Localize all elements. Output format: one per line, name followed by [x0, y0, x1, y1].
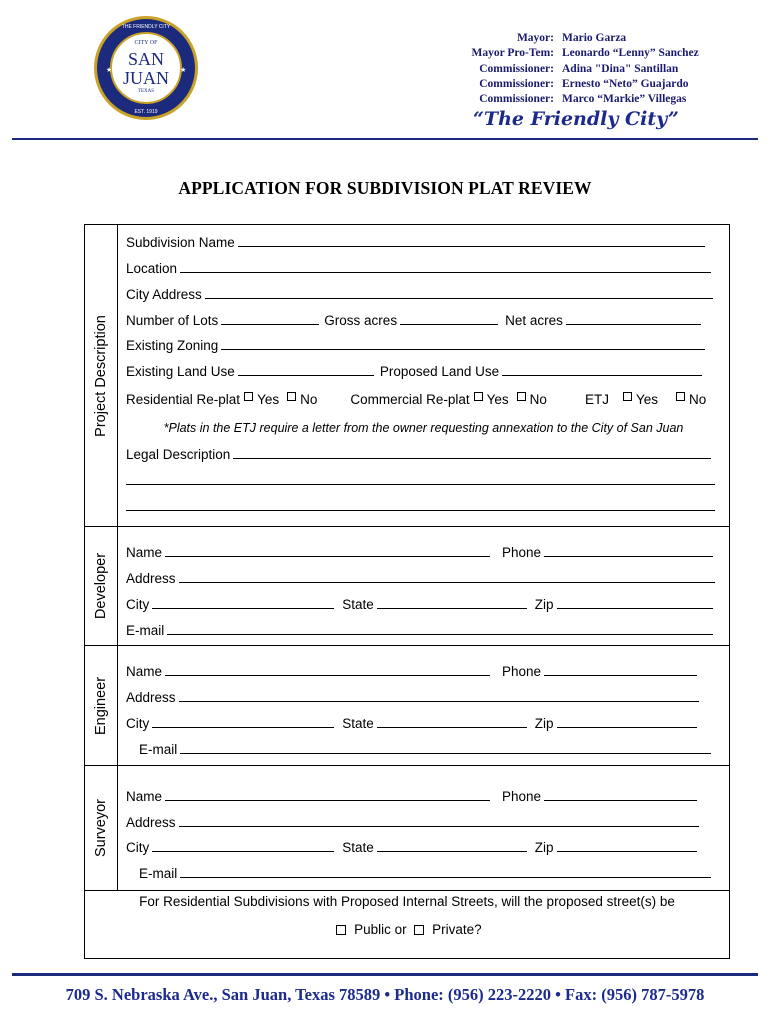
number-of-lots-label: Number of Lots	[126, 313, 219, 328]
official-role: Commissioner:	[479, 62, 554, 75]
developer-phone-label: Phone	[502, 545, 542, 560]
official-name: Adina "Dina" Santillan	[562, 62, 679, 75]
developer-state-blank[interactable]	[377, 608, 527, 609]
existing-land-use-blank[interactable]	[238, 375, 374, 376]
header-divider	[12, 138, 758, 140]
surveyor-address-label: Address	[126, 815, 176, 830]
commercial-replat-no-label: No	[529, 392, 547, 407]
engineer-address-blank[interactable]	[179, 701, 699, 702]
existing-zoning-blank[interactable]	[221, 349, 705, 350]
surveyor-state-blank[interactable]	[377, 851, 527, 852]
surveyor-email-blank[interactable]	[180, 877, 711, 878]
developer-address-field[interactable]	[126, 568, 715, 586]
svg-text:★: ★	[106, 67, 113, 74]
official-role: Mayor:	[516, 32, 554, 44]
gross-acres-label: Gross acres	[324, 313, 398, 328]
proposed-land-use-label: Proposed Land Use	[379, 364, 500, 379]
etj-no-label: No	[688, 392, 707, 407]
developer-zip-blank[interactable]	[557, 608, 713, 609]
official-row	[455, 62, 699, 77]
official-row	[455, 46, 699, 61]
city-address-label: City Address	[126, 287, 202, 302]
developer-email-field[interactable]	[126, 620, 713, 638]
engineer-address-field[interactable]	[126, 687, 699, 705]
svg-text:THE FRIENDLY CITY: THE FRIENDLY CITY	[121, 24, 171, 30]
svg-text:★: ★	[180, 67, 187, 74]
official-name: Ernesto “Neto” Guajardo	[562, 77, 689, 90]
developer-section	[85, 527, 729, 646]
engineer-phone-label: Phone	[502, 664, 542, 679]
location-blank[interactable]	[180, 272, 711, 273]
developer-email-label: E-mail	[126, 623, 165, 638]
existing-zoning-label: Existing Zoning	[126, 338, 219, 353]
svg-text:JUAN: JUAN	[122, 68, 170, 88]
engineer-city-blank[interactable]	[152, 727, 334, 728]
developer-name-phone-row	[126, 542, 713, 560]
engineer-email-label: E-mail	[139, 742, 178, 757]
etj-label: ETJ	[584, 392, 609, 407]
streets-question: For Residential Subdivisions with Proposed Internal Streets, will the proposed street(s) be	[139, 894, 675, 909]
section-label-column	[85, 225, 118, 526]
developer-name-label: Name	[126, 545, 163, 560]
surveyor-label: Surveyor	[93, 798, 109, 858]
official-role: Mayor Pro-Tem:	[471, 47, 554, 60]
private-street-label: Private?	[432, 922, 482, 937]
net-acres-label: Net acres	[505, 313, 563, 328]
engineer-label: Engineer	[93, 676, 109, 735]
engineer-city-label: City	[126, 716, 150, 731]
gross-acres-blank[interactable]	[400, 324, 498, 325]
project-description-section	[85, 225, 729, 527]
developer-address-blank[interactable]	[179, 582, 715, 583]
application-form	[84, 224, 730, 959]
section-label-column	[85, 766, 118, 890]
surveyor-state-label: State	[342, 840, 374, 855]
city-motto: “The Friendly City”	[473, 108, 679, 130]
legal-description-line-2[interactable]	[126, 484, 715, 485]
public-street-label: Public or	[354, 922, 407, 937]
city-seal-logo	[92, 14, 200, 122]
engineer-zip-label: Zip	[534, 716, 554, 731]
residential-replat-no-checkbox[interactable]	[287, 392, 296, 401]
residential-replat-yes-label: Yes	[257, 392, 280, 407]
svg-text:SAN: SAN	[127, 49, 165, 69]
official-role: Commissioner:	[479, 77, 554, 90]
location-field[interactable]	[126, 258, 711, 276]
location-label: Location	[126, 261, 178, 276]
replat-options-row	[126, 392, 715, 407]
developer-city-label: City	[126, 597, 150, 612]
residential-replat-label: Residential Re-plat	[126, 392, 241, 407]
form-title: APPLICATION FOR SUBDIVISION PLAT REVIEW	[178, 178, 592, 198]
engineer-phone-blank[interactable]	[544, 675, 697, 676]
etj-annexation-note: *Plats in the ETJ require a letter from the owner requesting annexation to the City of San Juan	[163, 421, 684, 435]
surveyor-name-blank[interactable]	[165, 800, 490, 801]
surveyor-email-label: E-mail	[139, 866, 178, 881]
land-use-row	[126, 361, 702, 379]
engineer-fields	[118, 646, 729, 765]
svg-text:TEXAS: TEXAS	[137, 89, 155, 94]
etj-yes-label: Yes	[635, 392, 658, 407]
surveyor-name-phone-row	[126, 786, 697, 804]
engineer-email-field[interactable]	[139, 739, 711, 757]
subdivision-name-blank[interactable]	[238, 246, 705, 247]
engineer-state-blank[interactable]	[377, 727, 527, 728]
footer-divider	[12, 973, 758, 976]
existing-zoning-field[interactable]	[126, 335, 705, 353]
subdivision-name-field[interactable]	[126, 232, 705, 250]
engineer-city-state-zip-row	[126, 713, 697, 731]
developer-address-label: Address	[126, 571, 176, 586]
legal-description-line-3[interactable]	[126, 510, 715, 511]
developer-zip-label: Zip	[534, 597, 554, 612]
engineer-state-label: State	[342, 716, 374, 731]
number-of-lots-blank[interactable]	[221, 324, 319, 325]
legal-description-blank[interactable]	[233, 458, 711, 459]
surveyor-email-field[interactable]	[139, 863, 711, 881]
official-name: Leonardo “Lenny” Sanchez	[562, 47, 699, 60]
residential-replat-no-label: No	[300, 392, 318, 407]
svg-text:CITY OF: CITY OF	[134, 40, 158, 46]
surveyor-address-field[interactable]	[126, 812, 699, 830]
developer-state-label: State	[342, 597, 374, 612]
surveyor-zip-label: Zip	[534, 840, 554, 855]
etj-no-checkbox[interactable]	[676, 392, 685, 401]
commercial-replat-label: Commercial Re-plat	[350, 392, 470, 407]
official-row	[455, 92, 699, 107]
developer-email-blank[interactable]	[167, 634, 713, 635]
engineer-email-blank[interactable]	[180, 753, 711, 754]
legal-description-field[interactable]	[126, 444, 711, 462]
engineer-zip-blank[interactable]	[557, 727, 697, 728]
footer-contact-address: 709 S. Nebraska Ave., San Juan, Texas 78589 • Phone: (956) 223-2220 • Fax: (956) 787-5978	[65, 985, 705, 1004]
developer-phone-blank[interactable]	[544, 556, 713, 557]
developer-city-state-zip-row	[126, 594, 713, 612]
official-name: Marco “Markie” Villegas	[562, 93, 687, 106]
svg-text:EST. 1919: EST. 1919	[134, 109, 158, 115]
proposed-land-use-blank[interactable]	[502, 375, 702, 376]
project-fields	[118, 225, 729, 526]
private-street-checkbox[interactable]	[414, 925, 424, 935]
surveyor-fields	[118, 766, 729, 890]
existing-land-use-label: Existing Land Use	[126, 364, 235, 379]
officials-list	[455, 31, 699, 107]
section-label-column	[85, 527, 118, 645]
surveyor-address-blank[interactable]	[179, 826, 699, 827]
public-street-checkbox[interactable]	[336, 925, 346, 935]
developer-fields	[118, 527, 729, 645]
official-row	[455, 31, 699, 46]
engineer-name-phone-row	[126, 661, 697, 679]
official-name: Mario Garza	[562, 32, 627, 44]
project-description-label: Project Description	[93, 314, 109, 437]
commercial-replat-yes-label: Yes	[486, 392, 509, 407]
surveyor-phone-label: Phone	[502, 789, 542, 804]
residential-replat-yes-checkbox[interactable]	[244, 392, 253, 401]
engineer-section	[85, 646, 729, 766]
legal-description-label: Legal Description	[126, 447, 231, 462]
surveyor-zip-blank[interactable]	[557, 851, 697, 852]
engineer-name-blank[interactable]	[165, 675, 490, 676]
city-address-field[interactable]	[126, 284, 713, 302]
etj-yes-checkbox[interactable]	[623, 392, 632, 401]
surveyor-phone-blank[interactable]	[544, 800, 697, 801]
subdivision-name-label: Subdivision Name	[126, 235, 235, 250]
surveyor-section	[85, 766, 729, 891]
lots-acres-row	[126, 310, 701, 328]
engineer-address-label: Address	[126, 690, 176, 705]
developer-city-blank[interactable]	[152, 608, 334, 609]
streets-options-row	[85, 922, 729, 937]
surveyor-name-label: Name	[126, 789, 163, 804]
surveyor-city-label: City	[126, 840, 150, 855]
developer-label: Developer	[93, 552, 109, 620]
section-label-column	[85, 646, 118, 765]
surveyor-city-state-zip-row	[126, 837, 697, 855]
commercial-replat-no-checkbox[interactable]	[517, 392, 526, 401]
official-role: Commissioner:	[479, 93, 554, 106]
engineer-name-label: Name	[126, 664, 163, 679]
developer-name-blank[interactable]	[165, 556, 490, 557]
net-acres-blank[interactable]	[566, 324, 701, 325]
city-address-blank[interactable]	[205, 298, 713, 299]
commercial-replat-yes-checkbox[interactable]	[474, 392, 483, 401]
official-row	[455, 77, 699, 92]
surveyor-city-blank[interactable]	[152, 851, 334, 852]
